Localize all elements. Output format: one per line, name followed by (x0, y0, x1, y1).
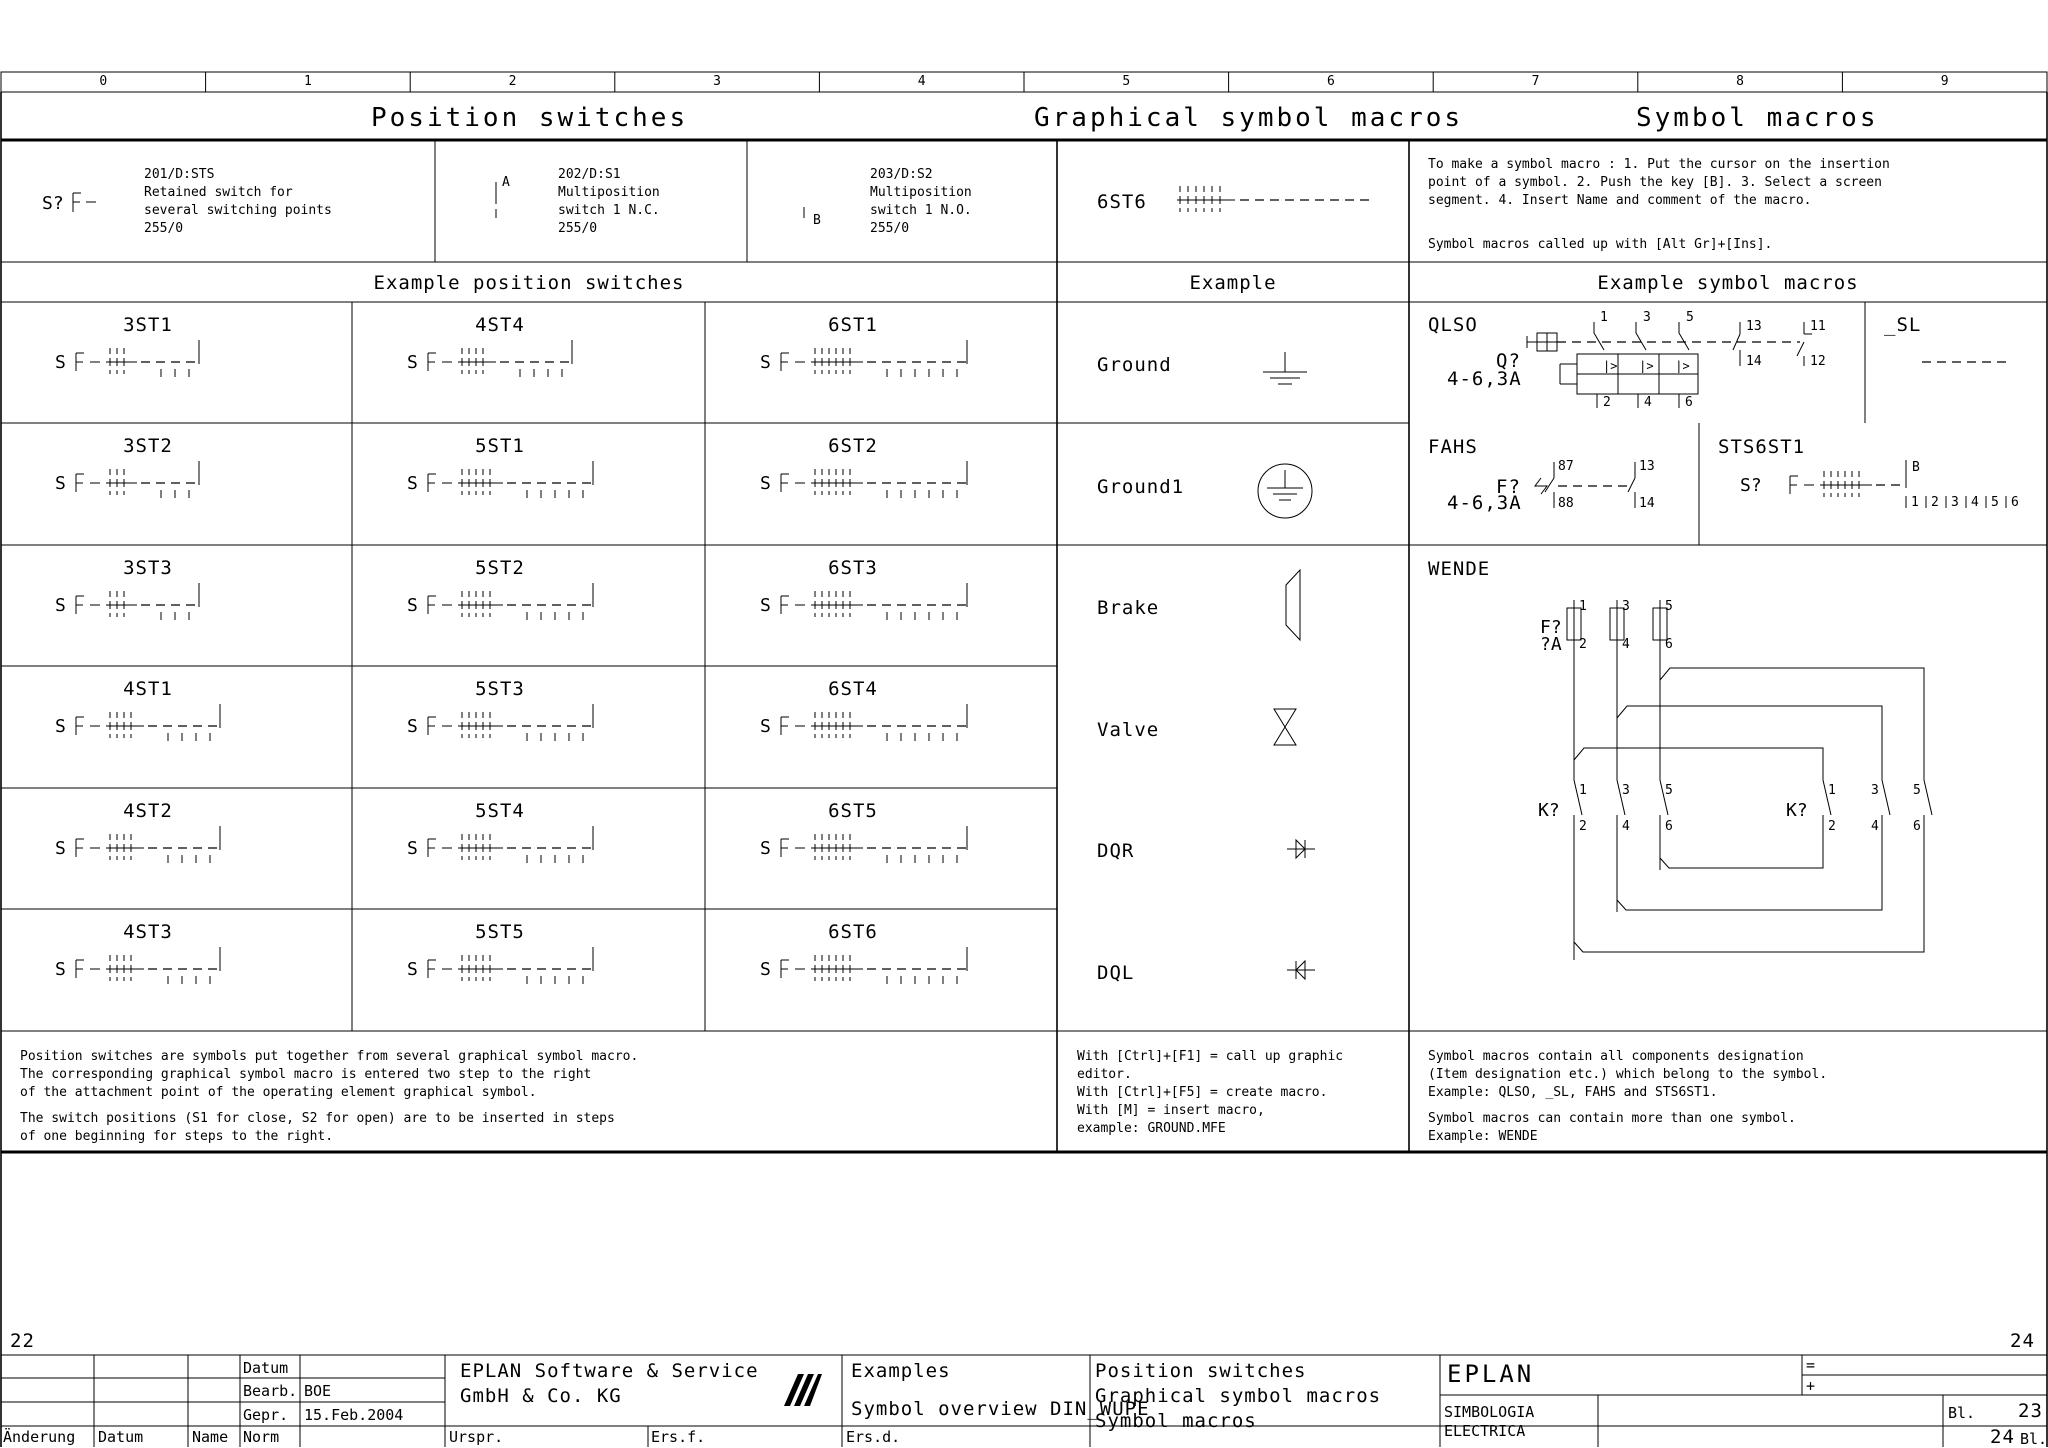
wende-name: WENDE (1428, 558, 1491, 580)
sts6st1-tag: S? (1740, 475, 1762, 496)
tb-simbologia: SIMBOLOGIA (1444, 1403, 1535, 1421)
tb-datum2: Datum (98, 1428, 144, 1446)
switch-symbol-5st1 (428, 461, 593, 498)
switch-name-4st2: 4ST2 (123, 800, 173, 822)
switch-name-5st3: 5ST3 (475, 678, 525, 700)
column-label-9: 9 (1940, 74, 1949, 89)
note-symbol-macros-2: Symbol macros can contain more than one symbol. Example: WENDE (1428, 1111, 1796, 1144)
switch-name-5st1: 5ST1 (475, 435, 525, 457)
qlso-aux-14: 14 (1746, 354, 1762, 369)
tb-desc-1: Position switches (1095, 1360, 1307, 1382)
title-symbol-macros: Symbol macros (1636, 103, 1879, 133)
tb-bearb-value: BOE (304, 1382, 332, 1400)
qlso-aux-12: 12 (1810, 354, 1826, 369)
qlso-bot-4: 4 (1644, 395, 1652, 410)
tb-examples: Examples (851, 1360, 951, 1382)
switch-symbol-6st3 (781, 583, 967, 620)
tb-bearb: Bearb. (243, 1382, 298, 1400)
sts-description: 201/D:STS Retained switch for several switching points 255/0 (144, 167, 332, 236)
tb-electrica: ELECTRICA (1444, 1422, 1526, 1440)
example-valve: Valve (1097, 719, 1160, 741)
fahs-14: 14 (1639, 496, 1655, 511)
sts-tag: S? (42, 193, 64, 214)
column-label-2: 2 (508, 74, 517, 89)
example-ground1: Ground1 (1097, 476, 1185, 498)
tb-eplan: EPLAN (1447, 1360, 1535, 1388)
example-dqr: DQR (1097, 840, 1135, 862)
switch-tag: S (55, 352, 66, 373)
switch-tag: S (760, 352, 771, 373)
switch-tag: S (760, 473, 771, 494)
tb-ersd: Ers.d. (846, 1428, 901, 1446)
tb-plus: + (1806, 1377, 1816, 1395)
switch-tag: S (407, 352, 418, 373)
s2-label: B (813, 213, 821, 228)
switch-tag: S (55, 959, 66, 980)
switch-tag: S (760, 838, 771, 859)
switch-symbol-4st3 (76, 947, 220, 984)
column-label-4: 4 (917, 74, 926, 89)
fahs-87: 87 (1558, 459, 1574, 474)
fahs-13: 13 (1639, 459, 1655, 474)
wende-k2-top-5: 5 (1913, 783, 1921, 798)
wende-k1-bot-1: 2 (1579, 819, 1587, 834)
qlso-aux-13: 13 (1746, 319, 1762, 334)
switch-symbol-4st1 (76, 704, 220, 741)
tb-desc-2: Graphical symbol macros (1095, 1385, 1382, 1407)
wende-k1-tag: K? (1538, 800, 1560, 821)
column-label-3: 3 (713, 74, 722, 89)
note-position-switches: Position switches are symbols put together from several graphical symbol macro. The corresponding graphical symbol macro is entered two step to the right of the attachment point of the operating element graphical symbol. (20, 1049, 639, 1100)
switch-symbol-6st4 (781, 704, 967, 741)
tb-name: Name (192, 1428, 229, 1446)
qlso-aux-11: 11 (1810, 319, 1826, 334)
tb-anderung: Änderung (3, 1428, 76, 1446)
switch-symbol-3st2 (76, 461, 199, 498)
column-label-6: 6 (1326, 74, 1335, 89)
sts6st1-pos-6: 6 (2011, 495, 2019, 510)
wende-k2-bot-3: 4 (1871, 819, 1879, 834)
wende-k1-top-1: 1 (1579, 783, 1587, 798)
switch-tag: S (760, 959, 771, 980)
switch-symbol-5st5 (428, 947, 593, 984)
wende-fuse-bot-5: 6 (1665, 637, 1673, 652)
switch-name-6st1: 6ST1 (828, 314, 878, 336)
sl-name: _SL (1884, 314, 1922, 336)
sts6st1-pos-2: 2 (1931, 495, 1939, 510)
tb-gepr-value: 15.Feb.2004 (304, 1406, 404, 1424)
switch-symbol-5st3 (428, 704, 593, 741)
tb-datum: Datum (243, 1359, 289, 1377)
switch-tag: S (407, 716, 418, 737)
column-label-7: 7 (1531, 74, 1540, 89)
title-position-switches: Position switches (371, 103, 689, 133)
wende-fuse-top-5: 5 (1665, 599, 1673, 614)
column-label-8: 8 (1736, 74, 1745, 89)
wende-fuse-top-3: 3 (1622, 599, 1630, 614)
tb-bl-total: 24 (1990, 1426, 2015, 1448)
switch-name-6st2: 6ST2 (828, 435, 878, 457)
section-example-symbol-macros: Example symbol macros (1597, 272, 1859, 294)
switch-tag: S (55, 716, 66, 737)
switch-name-3st1: 3ST1 (123, 314, 173, 336)
example-ground: Ground (1097, 354, 1172, 376)
switch-name-6st6: 6ST6 (828, 921, 878, 943)
switch-name-6st5: 6ST5 (828, 800, 878, 822)
switch-tag: S (407, 473, 418, 494)
tb-bl-total-label: Bl. (2020, 1430, 2048, 1448)
wende-k2-bot-5: 6 (1913, 819, 1921, 834)
switch-name-3st2: 3ST2 (123, 435, 173, 457)
switch-name-5st5: 5ST5 (475, 921, 525, 943)
note-graphic-macros: With [Ctrl]+[F1] = call up graphic editor. With [Ctrl]+[F5] = create macro. With [M] = insert macro, example: GROUND.MFE (1077, 1049, 1344, 1136)
fahs-name: FAHS (1428, 436, 1478, 458)
section-example: Example (1189, 272, 1277, 294)
fahs-ref: 4-6,3A (1447, 492, 1522, 514)
switch-symbol-4st2 (76, 826, 220, 863)
qlso-ref: 4-6,3A (1447, 368, 1522, 390)
graphic-macro-name: 6ST6 (1097, 191, 1147, 213)
qlso-name: QLSO (1428, 314, 1478, 336)
tb-eq: = (1806, 1356, 1816, 1374)
page-prev: 22 (10, 1330, 35, 1352)
switch-tag: S (55, 595, 66, 616)
switch-symbol-6st6 (781, 947, 967, 984)
s1-description: 202/D:S1 Multiposition switch 1 N.C. 255/0 (558, 167, 660, 236)
switch-tag: S (760, 595, 771, 616)
tb-bl-label: Bl. (1948, 1404, 1976, 1422)
switch-symbol-4st4 (428, 340, 572, 377)
s1-label: A (502, 175, 510, 190)
switch-symbol-3st1 (76, 340, 199, 377)
wende-k2-top-3: 3 (1871, 783, 1879, 798)
eplan-logo-icon (782, 1370, 822, 1410)
wende-k1-bot-3: 4 (1622, 819, 1630, 834)
sts6st1-pos-4: 4 (1971, 495, 1979, 510)
wende-fuse-bot-1: 2 (1579, 637, 1587, 652)
tb-company-1: EPLAN Software & Service (460, 1360, 759, 1382)
qlso-top-3: 3 (1643, 310, 1651, 325)
title-graphical-symbol-macros: Graphical symbol macros (1034, 103, 1464, 133)
switch-tag: S (55, 473, 66, 494)
switch-symbol-6st2 (781, 461, 967, 498)
switch-name-6st3: 6ST3 (828, 557, 878, 579)
tb-bl-value: 23 (2018, 1400, 2043, 1422)
qlso-top-5: 5 (1686, 310, 1694, 325)
wende-fuse-bot-3: 4 (1622, 637, 1630, 652)
fahs-tag: F? (1496, 476, 1521, 498)
wende-k1-bot-5: 6 (1665, 819, 1673, 834)
switch-name-6st4: 6ST4 (828, 678, 878, 700)
qlso-top-1: 1 (1600, 310, 1608, 325)
switch-name-5st4: 5ST4 (475, 800, 525, 822)
tb-gepr: Gepr. (243, 1406, 289, 1424)
qlso-bot-6: 6 (1685, 395, 1693, 410)
note-switch-positions: The switch positions (S1 for close, S2 for open) are to be inserted in steps of one beginning for steps to the right. (20, 1111, 615, 1144)
switch-symbol-5st4 (428, 826, 593, 863)
switch-name-3st3: 3ST3 (123, 557, 173, 579)
switch-tag: S (407, 959, 418, 980)
tb-company-2: GmbH & Co. KG (460, 1385, 622, 1407)
sts6st1-pos-5: 5 (1991, 495, 1999, 510)
column-label-0: 0 (99, 74, 108, 89)
example-dql: DQL (1097, 962, 1135, 984)
section-example-position-switches: Example position switches (373, 272, 685, 294)
tb-desc-3: Symbol macros (1095, 1410, 1257, 1432)
switch-tag: S (55, 838, 66, 859)
qlso-breaker-marks: |> |> |> (1603, 359, 1690, 373)
wende-fuse-tag: F? (1540, 617, 1562, 638)
sts6st1-pos-1: 1 (1911, 495, 1919, 510)
note-symbol-macros: Symbol macros contain all components designation (Item designation etc.) which belong to the symbol. Example: QLSO, _SL, FAHS and STS6ST1. (1428, 1049, 1828, 1100)
column-label-5: 5 (1122, 74, 1131, 89)
qlso-tag: Q? (1496, 350, 1521, 372)
switch-name-5st2: 5ST2 (475, 557, 525, 579)
qlso-bot-2: 2 (1603, 395, 1611, 410)
switch-symbol-6st1 (781, 340, 967, 377)
symbol-instructions: To make a symbol macro : 1. Put the cursor on the insertion point of a symbol. 2. Push the key [B]. 3. Select a screen segment. 4. Insert Name and comment of the macro. (1428, 157, 1890, 208)
fahs-88: 88 (1558, 496, 1574, 511)
switch-symbol-6st5 (781, 826, 967, 863)
wende-k1-top-3: 3 (1622, 783, 1630, 798)
tb-ersf: Ers.f. (651, 1428, 706, 1446)
column-label-1: 1 (303, 74, 312, 89)
page-next: 24 (2010, 1330, 2035, 1352)
switch-name-4st1: 4ST1 (123, 678, 173, 700)
switch-tag: S (760, 716, 771, 737)
example-brake: Brake (1097, 597, 1160, 619)
tb-urspr: Urspr. (449, 1428, 504, 1446)
wende-k1-top-5: 5 (1665, 783, 1673, 798)
tb-symbol-overview: Symbol overview DIN_WUPE (851, 1398, 1150, 1420)
wende-fuse-top-1: 1 (1579, 599, 1587, 614)
switch-name-4st3: 4ST3 (123, 921, 173, 943)
sts6st1-label: B (1912, 460, 1920, 475)
switch-symbol-5st2 (428, 583, 593, 620)
symbol-call-hint: Symbol macros called up with [Alt Gr]+[Ins]. (1428, 237, 1773, 252)
tb-norm: Norm (243, 1428, 280, 1446)
wende-k2-tag: K? (1786, 800, 1808, 821)
sts6st1-pos-3: 3 (1951, 495, 1959, 510)
wende-fuse-ref: ?A (1540, 634, 1562, 655)
wende-k2-bot-1: 2 (1828, 819, 1836, 834)
sts6st1-name: STS6ST1 (1718, 436, 1806, 458)
switch-name-4st4: 4ST4 (475, 314, 525, 336)
switch-symbol-3st3 (76, 583, 199, 620)
s2-description: 203/D:S2 Multiposition switch 1 N.O. 255/0 (870, 167, 972, 236)
wende-k2-top-1: 1 (1828, 783, 1836, 798)
switch-tag: S (407, 838, 418, 859)
switch-tag: S (407, 595, 418, 616)
